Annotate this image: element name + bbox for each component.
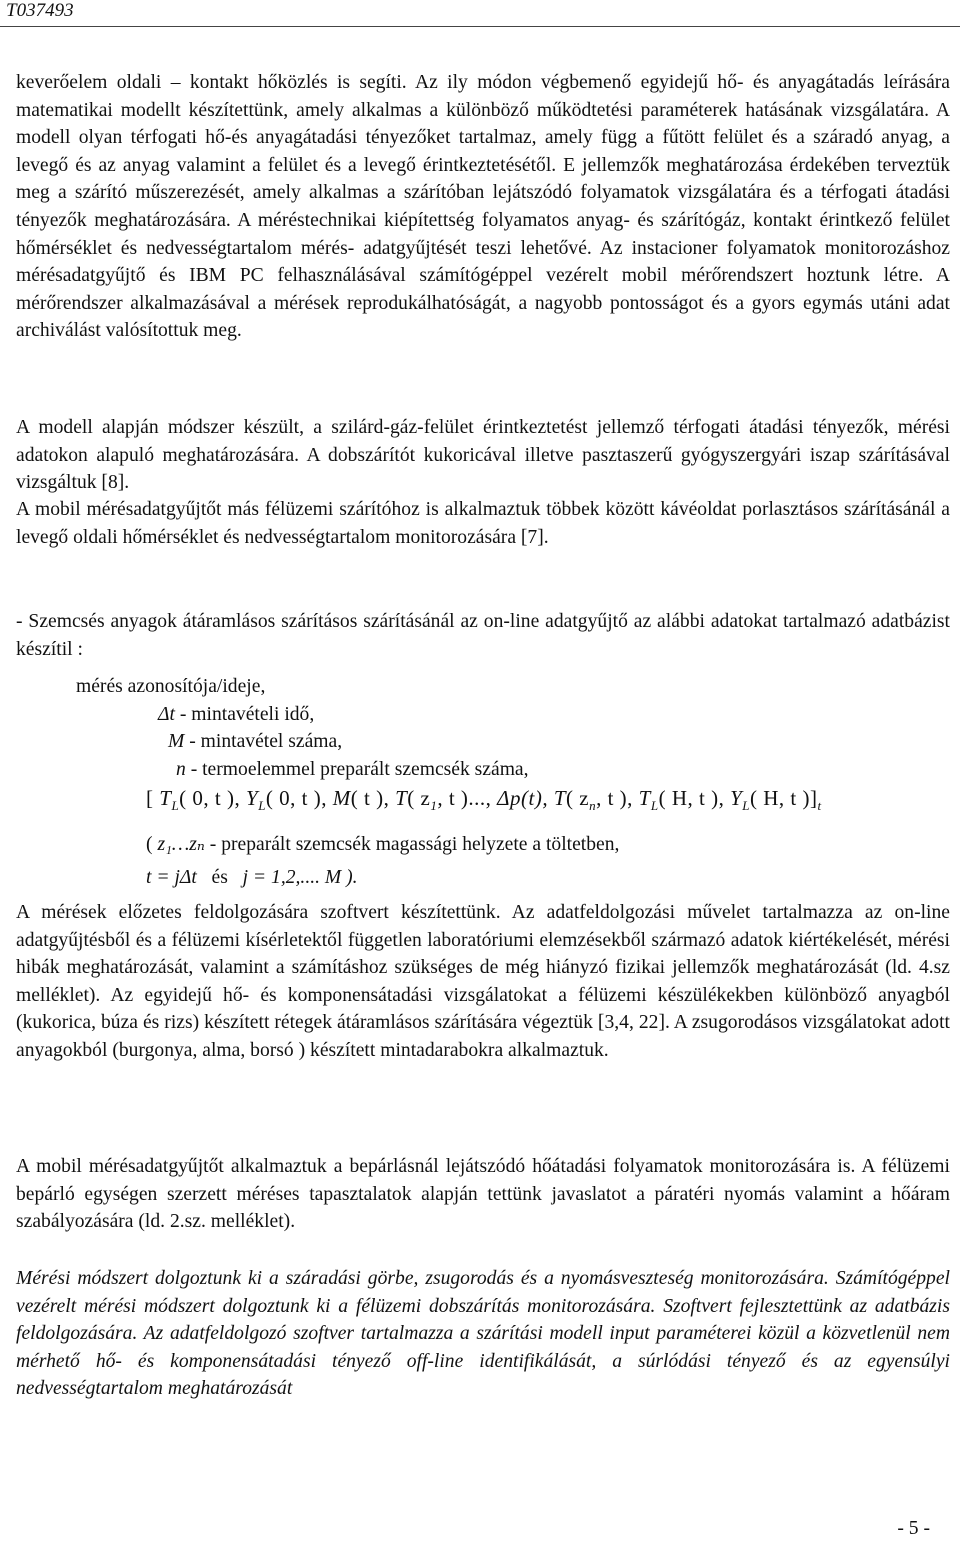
header-rule [0, 26, 960, 27]
paragraph-5: A mérések előzetes feldolgozására szoftvert készítettünk. Az adatfeldolgozási művelet tartalmazza az on-line adatgyűjtésből és a félüzemi kísérletektől független laboratóriumi elemzésekből származó adatok kiértékelését, mérési hibák meghatározását, valamint a számításhoz szükséges de még hiányzó fizikai jellemzők meghatározását (ld. 4.sz melléklet). Az egyidejű hő- és komponensátadási vizsgálatokat a félüzemi készülékekben különböző anyagból (kukorica, búza és rizs) készített rétegek átáramlásos szárítására végeztük [3,4, 22]. A zsugorodásos vizsgálatokat adott anyagokból (burgonya, alma, borsó ) készített mintadarabokra alkalmaztuk. [16, 902, 950, 1061]
list-item-text: - mintavétel száma, [184, 731, 343, 752]
delta-t-symbol: Δt [158, 704, 175, 725]
list-item [176, 757, 529, 783]
list-item-text: - termoelemmel preparált szemcsék száma, [185, 759, 529, 780]
n-symbol: n [176, 759, 186, 780]
paragraph-4: - Szemcsés anyagok átáramlásos szárításos szárításánál az on-line adatgyűjtő az alábbi adatokat tartalmazó adatbázist készítil : [16, 611, 950, 660]
paragraph-7-summary: Mérési módszert dolgoztunk ki a száradási görbe, zsugorodás és a nyomásveszteség monitorozására. Számítógéppel vezérelt mérési módszert dolgoztunk ki a félüzemi dobszárítás monitorozására. Szoftvert fejlesztettünk az adatbázis feldolgozására. Az adatfeldolgozó szoftver tartalmazza a szárítási modell input paraméterei közül a közvetlenül nem mérhető hő- és komponensátadási tényező off-line identifikálását, a súrlódási tényező és az egyensúlyi nedvességtartalom meghatározását [16, 1268, 950, 1400]
paragraph-3: A mobil mérésadatgyűjtőt más félüzemi szárítóhoz is alkalmaztuk többek között kávéoldat porlasztásos szárításánál a levegő oldali hőmérséklet és nedvességtartalom monitorozására [7]. [16, 499, 950, 548]
list-item: mérés azonosítója/ideje, [76, 676, 266, 697]
document-code: T037493 [6, 0, 74, 21]
measurement-record-formula: [ $T_L$( 0, t ), $Y_L$( 0, t ), M( t ), T( $z_1$, t )..., Δp(t), T( $z_n$, t ), $T_L$( H, t ), $Y_L$( H, t )]$_t$ [146, 786, 822, 814]
list-item [158, 702, 314, 728]
page-number: - 5 - [897, 1518, 930, 1539]
list-item [168, 729, 342, 755]
list-item: ( z₁…zₙ - preparált szemcsék magassági helyzete a töltetben, [146, 834, 620, 855]
list-item-text: - mintavételi idő, [174, 704, 315, 725]
z-range-symbol: z₁…zₙ [157, 834, 205, 855]
paragraph-1: keverőelem oldali – kontakt hőközlés is segíti. Az ily módon végbemenő egyidejű hő- és anyagátadás leírására matematikai modellt készítettünk, amely alkalmas a különböző működtetési paraméterek hatásának vizsgálatára. A modell olyan térfogati hő-és anyagátadási tényezőket tartalmaz, amely függ a fűtött felület és a száradó anyag, a levegő és az anyag valamint a felület és a levegő érintkeztetésétől. E jellemzők meghatározása érdekében terveztük meg a szárító műszerezését, amely alkalmas a szárítóban lejátszódó folyamatok vizsgálatára és a térfogati átadási tényezők meghatározására. A méréstechnikai kiépítettség folyamatos anyag- és szárítógáz, kontakt érintkező felület hőmérséklet és nedvességtartalom mérés- adatgyűjtését teszi lehetővé. Az instacioner folyamatok monitorozáshoz mérésadatgyűjtő és IBM PC felhasználásával számítógéppel vezérelt mobil mérőrendszert hoztunk létre. A mérőrendszer alkalmazásával a mérések reprodukálhatóságát, a nagyobb pontosságot és a gyors egymás utáni adat archiválást valósítottuk meg. [16, 72, 950, 342]
m-symbol: M [168, 731, 185, 752]
paragraph-2: A modell alapján módszer készült, a szilárd-gáz-felület érintkeztetést jellemző térfogati átadási tényezők, mérési adatokon alapuló meghatározására. A dobszárítót kukoricával illetve pasztaszerű gyógyszergyári iszap szárításával vizsgáltuk [8]. [16, 417, 950, 494]
list-item: t = jΔt és j = 1,2,.... M ). [146, 867, 358, 888]
paragraph-6: A mobil mérésadatgyűjtőt alkalmaztuk a bepárlásnál lejátszódó hőátadási folyamatok monitorozására is. A félüzemi bepárló egységen szerzett méréses tapasztalatok alapján tettünk javaslatot a páratéri nyomás valamint a hőáram szabályozására (ld. 2.sz. melléklet). [16, 1156, 950, 1233]
list-item-text: - preparált szemcsék magassági helyzete a töltetben, [204, 834, 620, 855]
